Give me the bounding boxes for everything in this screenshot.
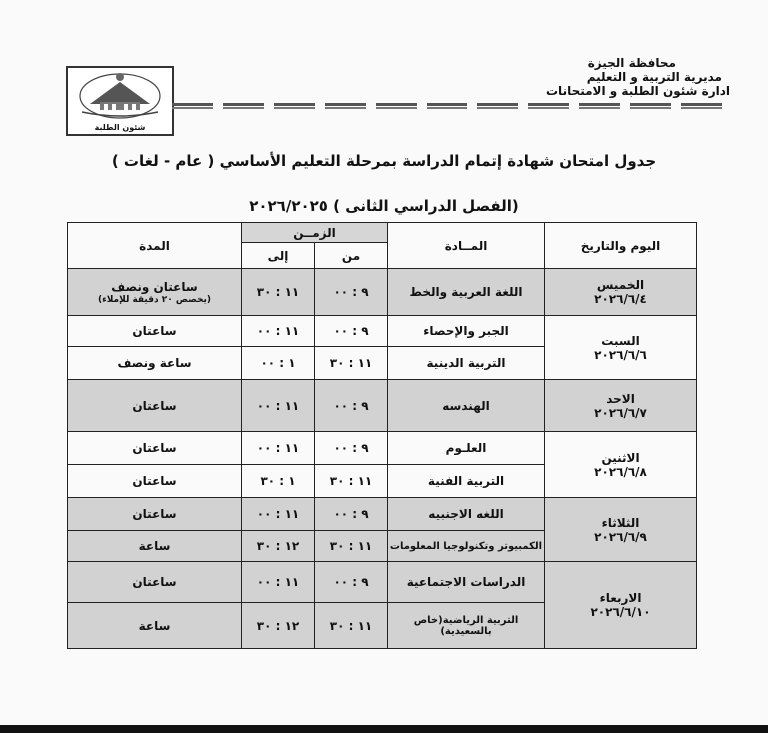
- day-date: ٢٠٢٦/٦/٧: [594, 405, 647, 420]
- from-cell: ٩ : ٠٠: [315, 316, 388, 347]
- subject-cell: اللغة العربية والخط: [388, 269, 545, 316]
- table-row: [68, 316, 697, 347]
- to-header: إلى: [242, 243, 315, 269]
- to-cell: ١٢ : ٣٠: [242, 603, 315, 649]
- day-name: الخميس: [596, 278, 645, 292]
- from-cell: ٩ : ٠٠: [315, 432, 388, 465]
- subject-cell: الهندسه: [388, 380, 545, 432]
- duration-cell: ساعتان: [68, 316, 242, 347]
- subject-cell: الكمبيوتر وتكنولوجيا المعلومات: [388, 531, 545, 562]
- department-name: ادارة شئون الطلبة و الامتحانات: [546, 84, 730, 98]
- day-cell: [545, 562, 697, 649]
- day-date: ٢٠٢٦/٦/١٠: [590, 605, 651, 619]
- from-cell: ١١ : ٣٠: [315, 531, 388, 562]
- to-cell: ١١ : ٠٠: [242, 562, 315, 603]
- day-name: السبت: [601, 333, 640, 348]
- scan-edge: [0, 725, 768, 733]
- subject-cell: الجبر والإحصاء: [388, 316, 545, 347]
- header-divider: [172, 103, 722, 111]
- from-cell: ٩ : ٠٠: [315, 380, 388, 432]
- subject-cell: العلـوم: [388, 432, 545, 465]
- duration-cell: ساعتان: [68, 432, 242, 465]
- to-cell: ١١ : ٠٠: [242, 498, 315, 531]
- subject-cell: الدراسات الاجتماعية: [388, 562, 545, 603]
- day-date-header: اليوم والتاريخ: [545, 223, 697, 269]
- table-row: [68, 432, 697, 465]
- department-logo: [66, 66, 174, 136]
- duration-cell: ساعتان: [68, 498, 242, 531]
- day-name: الاربعاء: [599, 591, 642, 605]
- day-cell: [545, 432, 697, 498]
- duration-cell: ساعة: [68, 531, 242, 562]
- document-subtitle: (الفصل الدراسي الثانى ) ٢٠٢٦/٢٠٢٥: [249, 197, 519, 215]
- duration-text: ساعتان ونصف: [111, 279, 198, 294]
- day-cell: [545, 380, 697, 432]
- from-cell: ٩ : ٠٠: [315, 498, 388, 531]
- day-name: الثلاثاء: [601, 515, 640, 530]
- from-cell: ١١ : ٣٠: [315, 603, 388, 649]
- day-date: ٢٠٢٦/٦/٦: [594, 347, 647, 362]
- from-cell: ٩ : ٠٠: [315, 269, 388, 316]
- subject-cell: التربية الرياضية(خاص بالسعيدية): [388, 603, 545, 649]
- from-header: من: [315, 243, 388, 269]
- from-cell: ١١ : ٣٠: [315, 465, 388, 498]
- duration-cell: ساعتان: [68, 380, 242, 432]
- to-cell: ١ : ٠٠: [242, 347, 315, 380]
- header-row: [68, 223, 697, 243]
- exam-schedule-table: [67, 222, 697, 649]
- day-date: ٢٠٢٦/٦/٤: [594, 292, 647, 306]
- table-row: [68, 562, 697, 603]
- table-row: [68, 269, 697, 316]
- to-cell: ١١ : ٠٠: [242, 380, 315, 432]
- to-cell: ١ : ٣٠: [242, 465, 315, 498]
- day-name: الاثنين: [601, 450, 640, 465]
- subject-cell: التربية الفنية: [388, 465, 545, 498]
- from-cell: ٩ : ٠٠: [315, 562, 388, 603]
- to-cell: ١١ : ٠٠: [242, 432, 315, 465]
- organization-header: [546, 56, 730, 98]
- day-date: ٢٠٢٦/٦/٨: [594, 464, 647, 479]
- governorate-name: محافظة الجيزة: [587, 56, 676, 70]
- duration-cell: ساعة ونصف: [68, 347, 242, 380]
- day-name: الاحد: [606, 391, 635, 406]
- duration-cell: [68, 269, 242, 316]
- subject-cell: التربية الدينية: [388, 347, 545, 380]
- subject-header: المــادة: [388, 223, 545, 269]
- duration-cell: ساعة: [68, 603, 242, 649]
- table-row: [68, 380, 697, 432]
- logo-caption: شئون الطلبة: [94, 123, 146, 132]
- to-cell: ١١ : ٠٠: [242, 316, 315, 347]
- duration-note: (يخصص ٢٠ دقيقة للإملاء): [98, 294, 211, 305]
- duration-header: المدة: [68, 223, 242, 269]
- table-row: [68, 498, 697, 531]
- day-cell: [545, 498, 697, 562]
- to-cell: ١٢ : ٣٠: [242, 531, 315, 562]
- subject-cell: اللغه الاجنبيه: [388, 498, 545, 531]
- day-date: ٢٠٢٦/٦/٩: [594, 529, 647, 544]
- to-cell: ١١ : ٣٠: [242, 269, 315, 316]
- day-cell: [545, 269, 697, 316]
- time-header: الزمــن: [242, 223, 388, 243]
- document-title: جدول امتحان شهادة إتمام الدراسة بمرحلة التعليم الأساسي ( عام - لغات ): [111, 152, 657, 170]
- building-emblem-icon: [68, 68, 172, 122]
- duration-cell: ساعتان: [68, 465, 242, 498]
- from-cell: ١١ : ٣٠: [315, 347, 388, 380]
- duration-cell: ساعتان: [68, 562, 242, 603]
- day-cell: [545, 316, 697, 380]
- directorate-name: مديرية التربية و التعليم: [586, 70, 722, 84]
